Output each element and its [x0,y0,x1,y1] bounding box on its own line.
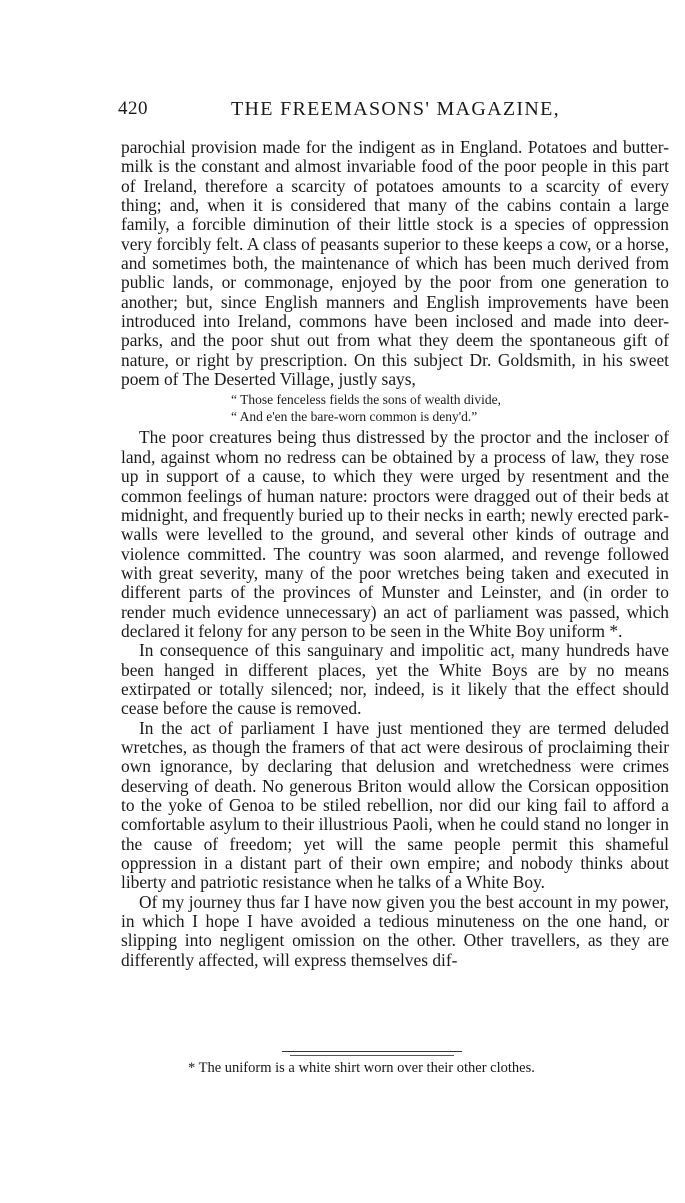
page-number: 420 [118,98,148,119]
paragraph: In the act of parliament I have just mentioned they are termed deluded wretches, as though the framers of that act were desirous of proclaiming their own ignorance, by declaring that delusion and wretchedness were crimes deserving of death. No generous Briton would allow the Corsican opposition to the yoke of Genoa to be stiled rebellion, nor did our king fail to afford a comfortable asylum to their illustrious Paoli, when he could stand no longer in the cause of freedom; yet will the same people permit this shameful oppression in a distant part of their own empire; and nobody thinks about liberty and patriotic resistance when he talks of a White Boy. [121,717,669,893]
footnote-rule [282,1051,462,1052]
footnote: * The uniform is a white shirt worn over their other clothes. [188,1060,535,1076]
paragraph: The poor creatures being thus distressed by the proctor and the incloser of land, against whom no redress can be obtained by a process of law, they rose up in support of a cause, to which they were urged by resentment and the common feelings of human nature: proctors were dragged out of their beds at midnight, and frequently buried up to their necks in earth; newly erected park-walls were levelled to the ground, and several other kinds of outrage and violence committed. The country was soon alarmed, and revenge followed with great severity, many of the poor wretches being taken and executed in different parts of the provinces of Munster and Leinster, and (in order to render much evidence unnecessary) an act of parliament was passed, which declared it felony for any person to be seen in the White Boy uniform *. [121,427,669,641]
poem-quote [231,392,669,425]
running-head: THE FREEMASONS' MAGAZINE, [231,98,560,120]
body-text [121,138,669,970]
quote-line: “ Those fenceless fields the sons of wealth divide, [231,392,502,408]
quote-line: “ And e'en the bare-worn common is deny'd.” [231,408,478,424]
footnote-rule-thin [290,1055,454,1056]
paragraph: parochial provision made for the indigent as in England. Potatoes and butter-milk is the constant and almost invariable food of the poor people in this part of Ireland, therefore a scarcity of potatoes amounts to a scarcity of every thing; and, when it is considered that many of the cabins contain a large family, a forcible diminution of their little stock is a species of oppression very forcibly felt. A class of peasants superior to these keeps a cow, or a horse, and sometimes both, the maintenance of which has been much derived from public lands, or commonage, enjoyed by the poor from one generation to another; but, since English manners and English improvements have been introduced into Ireland, commons have been inclosed and made into deer-parks, and the poor shut out from what they deem the spontaneous gift of nature, or right by prescription. On this subject Dr. Goldsmith, in his sweet poem of The Deserted Village, justly says, [121,137,669,390]
paragraph: Of my journey thus far I have now given you the best account in my power, in which I hope I have avoided a tedious minuteness on the one hand, or slipping into negligent omission on the other. Other travellers, as they are differently affected, will express themselves dif- [121,891,669,970]
paragraph: In consequence of this sanguinary and impolitic act, many hundreds have been hanged in different places, yet the White Boys are by no means extirpated or totally silenced; nor, indeed, is it likely that the effect should cease before the cause is removed. [121,640,669,719]
page-header [118,98,678,128]
